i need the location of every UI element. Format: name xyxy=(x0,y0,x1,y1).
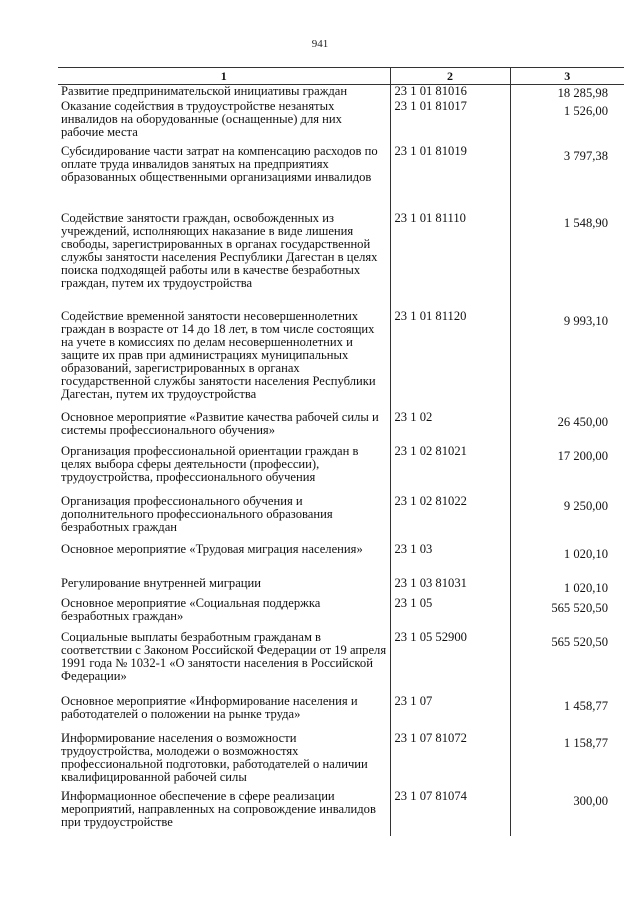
row-code: 23 1 02 81022 xyxy=(390,495,510,543)
table-row xyxy=(58,790,624,836)
row-name: Основное мероприятие «Социальная поддержка безработных граждан» xyxy=(61,596,321,623)
table-row xyxy=(58,732,624,790)
table-row xyxy=(58,212,624,310)
column-header-name: 1 xyxy=(58,68,390,85)
row-amount: 1 526,00 xyxy=(510,100,624,145)
row-amount: 565 520,50 xyxy=(510,597,624,631)
row-name: Организация профессиональной ориентации граждан в целях выбора сферы деятельности (профессии), трудоустройства, профессионального обучения xyxy=(61,444,359,484)
table-row xyxy=(58,85,624,101)
table-row xyxy=(58,145,624,212)
table-row xyxy=(58,495,624,543)
table-row xyxy=(58,631,624,695)
row-amount: 9 250,00 xyxy=(510,495,624,543)
row-amount: 3 797,38 xyxy=(510,145,624,212)
row-amount: 9 993,10 xyxy=(510,310,624,411)
row-amount: 1 548,90 xyxy=(510,212,624,310)
row-amount: 565 520,50 xyxy=(510,631,624,695)
row-amount: 26 450,00 xyxy=(510,411,624,445)
row-code: 23 1 01 81016 xyxy=(390,85,510,101)
row-amount: 300,00 xyxy=(510,790,624,836)
table-header-row xyxy=(58,68,624,85)
table-row xyxy=(58,577,624,597)
row-amount: 1 458,77 xyxy=(510,695,624,732)
row-code: 23 1 03 xyxy=(390,543,510,577)
row-code: 23 1 05 xyxy=(390,597,510,631)
row-name: Информирование населения о возможности трудоустройства, молодежи о возможностях профессиональной подготовки, работодателей о наличии квалифицированной рабочей силы xyxy=(61,731,368,784)
budget-table xyxy=(58,67,624,836)
row-code: 23 1 01 81110 xyxy=(390,212,510,310)
row-code: 23 1 01 81017 xyxy=(390,100,510,145)
row-code: 23 1 07 81072 xyxy=(390,732,510,790)
row-code: 23 1 01 81120 xyxy=(390,310,510,411)
table-row xyxy=(58,310,624,411)
row-name: Содействие занятости граждан, освобожденных из учреждений, исполняющих наказание в виде лишения свободы, зарегистрированных в органах государственной службы занятости населения Республики Дагестан в целях поиска подходящей работы или в качестве безработных граждан, путем их трудоустройства xyxy=(61,211,378,290)
row-name: Социальные выплаты безработным гражданам в соответствии с Законом Российской Федерации от 19 апреля 1991 года № 1032-1 «О занятости населения в Российской Федерации» xyxy=(61,630,387,683)
row-name: Основное мероприятие «Развитие качества рабочей силы и системы профессионального обучения» xyxy=(61,410,379,437)
row-name: Регулирование внутренней миграции xyxy=(61,576,262,590)
row-amount: 1 020,10 xyxy=(510,577,624,597)
row-name: Субсидирование части затрат на компенсацию расходов по оплате труда инвалидов занятых на предприятиях образованных общественными организациями инвалидов xyxy=(61,144,378,184)
row-name: Оказание содействия в трудоустройстве незанятых инвалидов на оборудованные (оснащенные) для них рабочие места xyxy=(61,99,342,139)
table-row xyxy=(58,597,624,631)
row-code: 23 1 05 52900 xyxy=(390,631,510,695)
row-amount: 1 158,77 xyxy=(510,732,624,790)
row-code: 23 1 01 81019 xyxy=(390,145,510,212)
row-amount: 17 200,00 xyxy=(510,445,624,495)
table-row xyxy=(58,695,624,732)
row-code: 23 1 03 81031 xyxy=(390,577,510,597)
table-row xyxy=(58,411,624,445)
row-name: Основное мероприятие «Трудовая миграция населения» xyxy=(61,542,363,556)
row-name: Информационное обеспечение в сфере реализации мероприятий, направленных на сопровождение инвалидов при трудоустройстве xyxy=(61,789,376,829)
table-row xyxy=(58,445,624,495)
table-row xyxy=(58,543,624,577)
row-name: Развитие предпринимательской инициативы граждан xyxy=(61,84,348,98)
row-amount: 18 285,98 xyxy=(510,85,624,101)
row-code: 23 1 07 xyxy=(390,695,510,732)
column-header-amount: 3 xyxy=(510,68,624,85)
column-header-code: 2 xyxy=(390,68,510,85)
row-amount: 1 020,10 xyxy=(510,543,624,577)
row-code: 23 1 07 81074 xyxy=(390,790,510,836)
table-row xyxy=(58,100,624,145)
row-name: Основное мероприятие «Информирование населения и работодателей о положении на рынке труда» xyxy=(61,694,358,721)
row-name: Содействие временной занятости несовершеннолетних граждан в возрасте от 14 до 18 лет, в том числе состоящих на учете в комиссиях по делам несовершеннолетних и защите их прав при администрациях муниципальных образований, зарегистрированных в органах государственной службы занятости населения Республики Дагестан, путем их трудоустройства xyxy=(61,309,376,401)
row-code: 23 1 02 81021 xyxy=(390,445,510,495)
page-number: 941 xyxy=(311,38,329,50)
row-name: Организация профессионального обучения и дополнительного профессионального образования безработных граждан xyxy=(61,494,333,534)
row-code: 23 1 02 xyxy=(390,411,510,445)
